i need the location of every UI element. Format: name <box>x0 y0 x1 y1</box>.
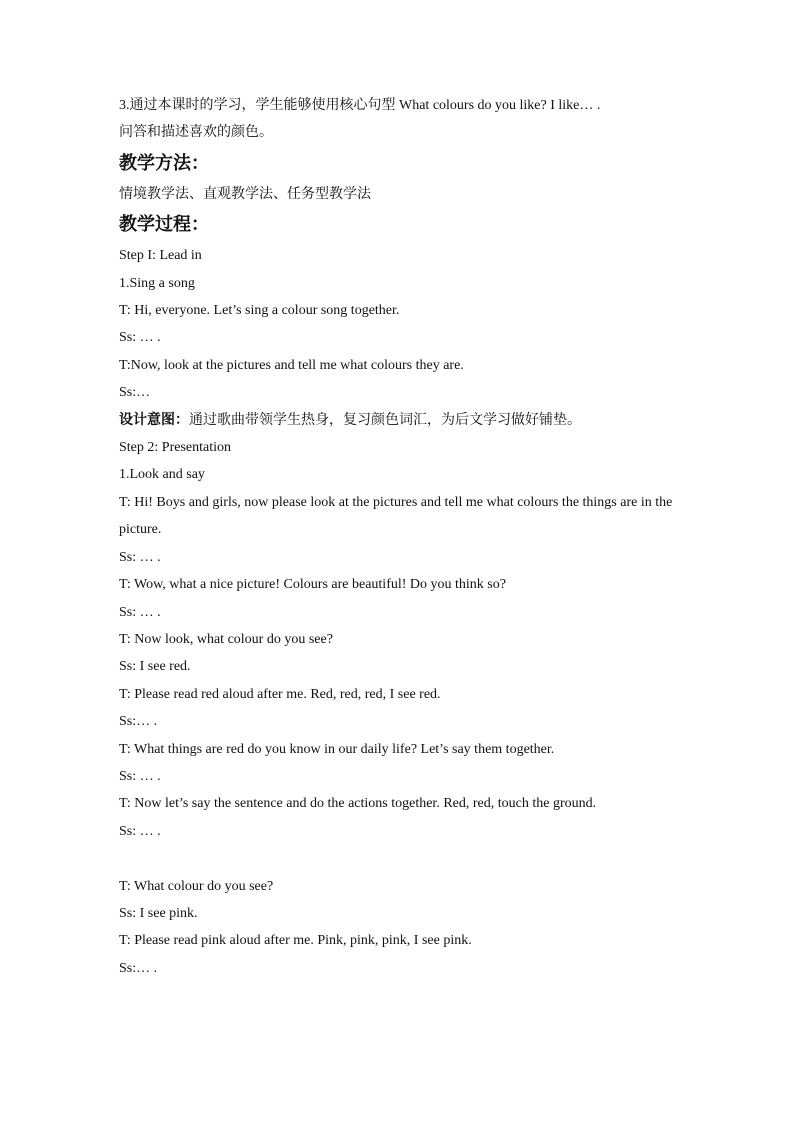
look-and-say-title: 1.Look and say <box>119 467 205 483</box>
step1-title: Step I: Lead in <box>119 248 202 264</box>
dialogue-line: Ss: I see pink. <box>119 905 198 921</box>
blank-line <box>119 845 679 872</box>
methods-text: 情境教学法、直观教学法、任务型教学法 <box>119 186 371 202</box>
dialogue-line: Ss: … . <box>119 549 161 565</box>
dialogue-line: T: Hi, everyone. Let’s sing a colour song together. <box>119 303 400 319</box>
dialogue-line: Ss: I see red. <box>119 659 191 675</box>
dialogue-line: Ss: … . <box>119 768 161 784</box>
dialogue-line: T: Please read red aloud after me. Red, red, red, I see red. <box>119 686 441 702</box>
dialogue-line: Ss: … . <box>119 604 161 620</box>
design-intent-text: 通过歌曲带领学生热身，复习颜色词汇，为后文学习做好铺垫。 <box>189 412 581 428</box>
objective-line-1: 3.通过本课时的学习，学生能够使用核心句型 What colours do you like? I like… . <box>119 98 601 113</box>
objective-line-2: 问答和描述喜欢的颜色。 <box>119 125 273 141</box>
dialogue-line: T: What colour do you see? <box>119 878 274 894</box>
dialogue-line: T: Please read pink aloud after me. Pink, pink, pink, I see pink. <box>119 933 472 949</box>
dialogue-line: Ss:… <box>119 385 151 401</box>
dialogue-line: Ss:… . <box>119 960 158 976</box>
dialogue-line: T: Now let’s say the sentence and do the actions together. Red, red, touch the ground. <box>119 796 597 812</box>
dialogue-line: Ss: … . <box>119 823 161 839</box>
design-intent-note <box>119 407 679 434</box>
dialogue-line: T: What things are red do you know in our daily life? Let’s say them together. <box>119 741 555 757</box>
dialogue-line: T: Now look, what colour do you see? <box>119 631 333 647</box>
step2-title: Step 2: Presentation <box>119 440 231 456</box>
sing-song-title: 1.Sing a song <box>119 275 195 291</box>
methods-heading: 教学方法： <box>119 152 209 174</box>
dialogue-line: T: Hi! Boys and girls, now please look at the pictures and tell me what colours the things are in the picture. <box>119 494 673 538</box>
design-intent-label: 设计意图： <box>119 412 189 428</box>
dialogue-line: Ss: … . <box>119 330 161 346</box>
dialogue-line: T:Now, look at the pictures and tell me what colours they are. <box>119 357 464 373</box>
dialogue-line: Ss:… . <box>119 714 158 730</box>
process-heading: 教学过程： <box>119 214 209 236</box>
dialogue-line: T: Wow, what a nice picture! Colours are beautiful! Do you think so? <box>119 577 506 593</box>
lesson-plan-body <box>119 92 679 982</box>
